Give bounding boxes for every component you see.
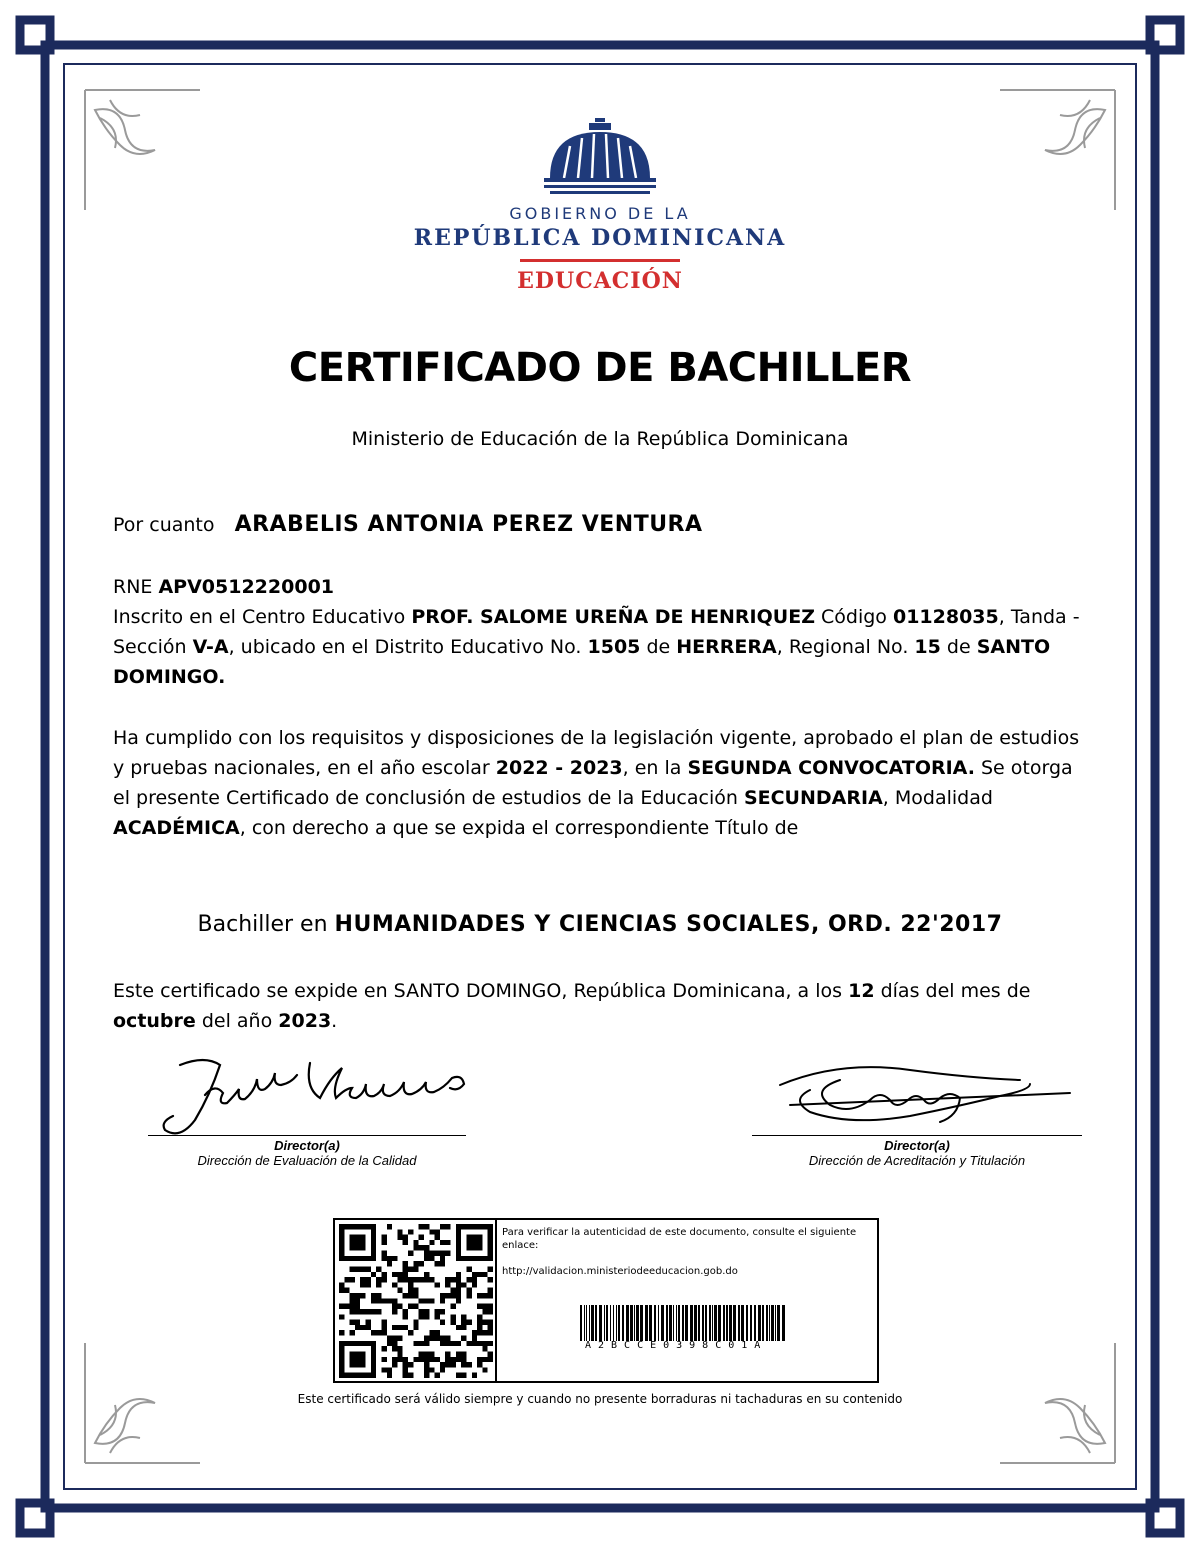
por-cuanto bbox=[113, 512, 703, 537]
signer-department: Dirección de Acreditación y Titulación bbox=[808, 1153, 1026, 1168]
body-text: , con derecho a que se expida el correspondiente Título de bbox=[239, 817, 799, 839]
student-name: ARABELIS ANTONIA PEREZ VENTURA bbox=[234, 512, 703, 537]
verification-text: Para verificar la autenticidad de este documento, consulte el siguiente enlace: bbox=[502, 1227, 857, 1251]
divider bbox=[495, 1220, 497, 1381]
capitol-dome-icon bbox=[540, 118, 660, 196]
barcode-text: A2BCCE0398C01A bbox=[585, 1340, 768, 1351]
convocatoria: SEGUNDA CONVOCATORIA. bbox=[687, 757, 975, 779]
tanda-label: Tanda - Sección bbox=[113, 606, 1080, 658]
gov-line2: REPÚBLICA DOMINICANA bbox=[413, 225, 787, 251]
issue-text: del año bbox=[201, 1010, 273, 1032]
school-year: 2022 - 2023 bbox=[495, 757, 623, 779]
school-line: Inscrito en el Centro Educativo PROF. SALOME UREÑA DE HENRIQUEZ Código 01128035, Tanda - Sección V-A, ubicado en el Distrito Educativo No. 1505 de HERRERA, Regional No. 15 de SANTO DOMINGO. bbox=[113, 606, 1080, 688]
signature-line bbox=[752, 1135, 1082, 1136]
issue-text: . bbox=[331, 1010, 338, 1032]
nivel: SECUNDARIA bbox=[743, 787, 883, 809]
verification-url[interactable]: http://validacion.ministeriodeeducacion.gob.do bbox=[502, 1266, 738, 1277]
issue-text: días del mes de bbox=[880, 980, 1031, 1002]
rne-label: RNE bbox=[113, 576, 153, 598]
rne-value: APV0512220001 bbox=[158, 576, 335, 598]
regional-label: Regional No. bbox=[788, 636, 909, 658]
footer-note: Este certificado será válido siempre y cuando no presente borraduras ni tachaduras en su contenido bbox=[297, 1392, 903, 1406]
regional-de-label: de bbox=[946, 636, 971, 658]
school-name: PROF. SALOME UREÑA DE HENRIQUEZ bbox=[411, 606, 815, 628]
gov-line3: EDUCACIÓN bbox=[517, 268, 683, 294]
page-title: CERTIFICADO DE BACHILLER bbox=[288, 345, 912, 391]
issue-year: 2023 bbox=[278, 1010, 332, 1032]
issue-text: Este certificado se expide en SANTO DOMINGO, República Dominicana, a los bbox=[113, 980, 843, 1002]
divider bbox=[520, 259, 680, 262]
regional-number: 15 bbox=[914, 636, 941, 658]
distrito-label: ubicado en el Distrito Educativo No. bbox=[240, 636, 582, 658]
subtitle: Ministerio de Educación de la República Dominicana bbox=[351, 428, 849, 450]
codigo-value: 01128035 bbox=[892, 606, 999, 628]
student-details bbox=[113, 572, 1088, 692]
regional-name: SANTO DOMINGO. bbox=[113, 636, 1051, 688]
por-cuanto-label: Por cuanto bbox=[113, 514, 215, 536]
signer-role: Director(a) bbox=[274, 1138, 340, 1153]
codigo-label: Código bbox=[821, 606, 887, 628]
signer-role: Director(a) bbox=[884, 1138, 950, 1153]
body-text: , en la bbox=[622, 757, 682, 779]
signature-block-left bbox=[148, 1135, 466, 1168]
signer-department: Dirección de Evaluación de la Calidad bbox=[197, 1153, 417, 1168]
qr-code-icon[interactable] bbox=[339, 1224, 493, 1378]
inscrito-label: Inscrito en el Centro Educativo bbox=[113, 606, 406, 628]
issue-day: 12 bbox=[848, 980, 875, 1002]
issue-month: octubre bbox=[113, 1010, 196, 1032]
signature-line bbox=[148, 1135, 466, 1136]
rne-line bbox=[113, 572, 1088, 602]
barcode-icon bbox=[580, 1305, 790, 1341]
issue-paragraph bbox=[113, 976, 1088, 1036]
de-label: de bbox=[646, 636, 671, 658]
body-text: Ha cumplido con los requisitos y disposiciones de la legislación vigente, aprobado el plan de estudios y pruebas nacionales, en el año escolar bbox=[113, 727, 1080, 779]
distrito-number: 1505 bbox=[587, 636, 641, 658]
ministry-logo bbox=[0, 118, 1200, 294]
signature-right bbox=[770, 1060, 1090, 1130]
signature-block-right bbox=[752, 1135, 1082, 1168]
degree-name: HUMANIDADES Y CIENCIAS SOCIALES, ORD. 22'2017 bbox=[334, 912, 1003, 937]
signature-left bbox=[150, 1045, 490, 1140]
seccion-value: V-A bbox=[192, 636, 229, 658]
body-text: Se otorga el presente Certificado de conclusión de estudios de la Educación bbox=[113, 757, 1073, 809]
body-text: , Modalidad bbox=[882, 787, 993, 809]
degree-prefix: Bachiller en bbox=[197, 912, 328, 937]
degree-title bbox=[0, 912, 1200, 937]
requirements-paragraph bbox=[113, 723, 1088, 843]
modalidad: ACADÉMICA bbox=[113, 817, 240, 839]
gov-line1: GOBIERNO DE LA bbox=[509, 204, 691, 223]
verification-box bbox=[333, 1218, 879, 1383]
distrito-name: HERRERA bbox=[676, 636, 777, 658]
